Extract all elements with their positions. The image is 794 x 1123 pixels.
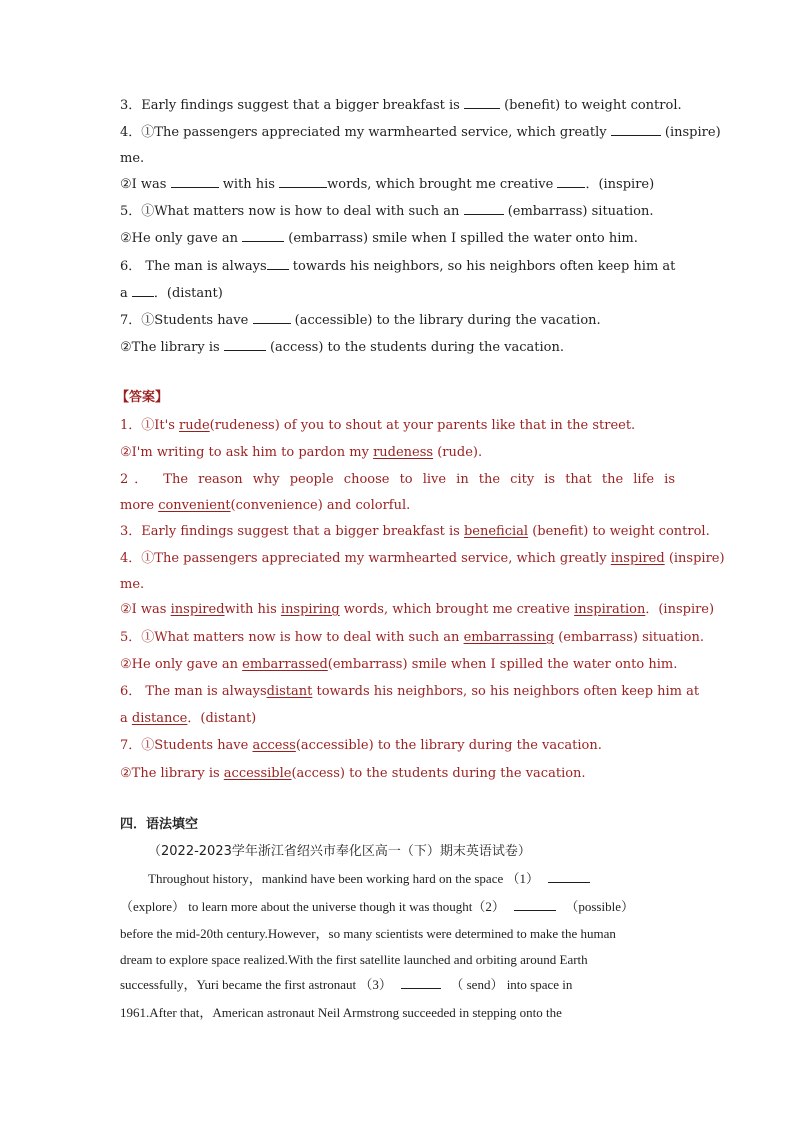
a6-cont-text: a — [120, 711, 128, 726]
a7b-text-end: (access) to the students during the vacation. — [291, 766, 586, 781]
passage-text: Throughout history，mankind have been working hard on the space （1） — [148, 871, 539, 886]
a5b-text: ②He only gave an — [120, 657, 239, 672]
answer-blank[interactable] — [401, 976, 441, 989]
a4b-text-3: words, which brought me creative — [343, 602, 570, 617]
passage-line-4: dream to explore space realized.With the first satellite launched and orbiting around Earth — [120, 952, 588, 967]
answer-4b — [120, 601, 715, 619]
question-4b — [120, 175, 675, 194]
q5b-text-end: (embarrass) smile when I spilled the water onto him. — [288, 231, 638, 246]
a1b-text-end: (rude). — [437, 445, 483, 460]
q5b-text: ②He only gave an — [120, 231, 239, 246]
answer-word: inspiration — [574, 602, 646, 617]
answer-blank[interactable] — [171, 175, 219, 188]
a5b-text-end: (embarrass) smile when I spilled the water onto him. — [327, 657, 678, 672]
a1b-text: ②I'm writing to ask him to pardon my — [120, 445, 369, 460]
q7b-text: ②The library is — [120, 340, 220, 355]
q4b-text-2: with his — [222, 177, 275, 192]
answer-word: rudeness — [373, 445, 434, 460]
answer-blank[interactable] — [224, 338, 266, 351]
answer-word: access — [252, 738, 296, 753]
a4a-text: 4．①The passengers appreciated my warmhearted service, which greatly — [120, 551, 607, 566]
answer-blank[interactable] — [464, 202, 504, 215]
answer-word: distance — [131, 711, 188, 726]
answer-blank[interactable] — [548, 870, 590, 883]
question-4a-cont — [120, 150, 675, 168]
a7b-text: ②The library is — [120, 766, 220, 781]
answer-7a — [120, 737, 675, 755]
q4b-text-4: ．(inspire) — [585, 177, 655, 192]
q4a-text-end: (inspire) — [664, 125, 721, 140]
answer-4a — [120, 550, 725, 568]
answer-3 — [120, 523, 710, 541]
passage-line-6: 1961.After that，American astronaut Neil Armstrong succeeded in stepping onto the — [120, 1005, 562, 1020]
question-6 — [120, 257, 675, 276]
passage-line-5 — [120, 976, 675, 994]
answer-5b — [120, 656, 678, 674]
question-3 — [120, 96, 682, 115]
exam-source: （2022-2023学年浙江省绍兴市奉化区高一（下）期末英语试卷） — [148, 844, 531, 859]
a5a-text-end: (embarrass) situation. — [558, 630, 704, 645]
question-5b — [120, 229, 675, 248]
passage-text-end: （possible） — [565, 899, 634, 914]
section-title: 四．语法填空 — [120, 817, 199, 832]
a6-text: 6． The man is always — [120, 684, 267, 699]
answer-word: inspired — [610, 551, 665, 566]
answer-6 — [120, 683, 700, 701]
a5a-text: 5．①What matters now is how to deal with such an — [120, 630, 460, 645]
answer-7b — [120, 765, 675, 783]
answer-blank[interactable] — [242, 229, 284, 242]
a7a-text: 7．①Students have — [120, 738, 249, 753]
a3-text: 3．Early findings suggest that a bigger breakfast is — [120, 524, 460, 539]
answer-blank[interactable] — [464, 96, 500, 109]
answer-word: distant — [266, 684, 313, 699]
q7b-text-end: (access) to the students during the vacation. — [269, 340, 565, 355]
passage-line-3: before the mid-20th century.However，so many scientists were determined to make the human — [120, 926, 616, 941]
q4b-text-1: ②I was — [120, 177, 167, 192]
a4b-text-4: ．(inspire) — [645, 602, 715, 617]
answer-heading: 【答案】 — [116, 390, 169, 405]
a2-cont-text-end: (convenience) and colorful. — [230, 498, 411, 513]
a7a-text-end: (accessible) to the library during the vacation. — [295, 738, 602, 753]
q3-text-end: (benefit) to weight control. — [504, 98, 682, 113]
answer-blank[interactable] — [132, 284, 154, 297]
answer-5a — [120, 629, 704, 647]
a6-cont-text-end: ．(distant) — [187, 711, 257, 726]
a1a-text: 1．①It's — [120, 418, 175, 433]
answer-word: embarrassing — [463, 630, 555, 645]
answer-4a-cont: me. — [120, 577, 145, 592]
answer-blank[interactable] — [267, 257, 289, 270]
answer-word: embarrassed — [242, 657, 328, 672]
answer-word: inspired — [170, 602, 225, 617]
q4b-text-3: words, which brought me creative — [327, 177, 554, 192]
passage-text: successfully，Yuri became the first astronaut （3） — [120, 977, 392, 992]
answer-word: beneficial — [463, 524, 529, 539]
a1a-text-end: (rudeness) of you to shout at your parents like that in the street. — [209, 418, 636, 433]
answer-blank[interactable] — [557, 175, 585, 188]
answer-blank[interactable] — [253, 311, 291, 324]
q7a-text-end: (accessible) to the library during the vacation. — [294, 313, 601, 328]
answer-6-cont — [120, 710, 675, 728]
answer-blank[interactable] — [611, 123, 661, 136]
answer-blank[interactable] — [514, 898, 556, 911]
q6-cont-text: a — [120, 286, 128, 301]
q5a-text: 5．①What matters now is how to deal with such an — [120, 204, 460, 219]
q7a-text: 7．①Students have — [120, 313, 249, 328]
answer-2: 2． The reason why people choose to live in the city is that the life is — [120, 472, 675, 487]
answer-1a — [120, 417, 675, 435]
answer-word: rude — [179, 418, 210, 433]
a4b-text-1: ②I was — [120, 602, 167, 617]
passage-line-2 — [120, 898, 675, 916]
q3-text: 3．Early findings suggest that a bigger breakfast is — [120, 98, 460, 113]
a3-text-end: (benefit) to weight control. — [532, 524, 710, 539]
passage-text: （explore） to learn more about the universe though it was thought（2） — [120, 899, 505, 914]
answer-1b — [120, 444, 675, 462]
q4a-text: 4．①The passengers appreciated my warmhearted service, which greatly — [120, 125, 607, 140]
a6-text-end: towards his neighbors, so his neighbors often keep him at — [316, 684, 700, 699]
q6-text-end: towards his neighbors, so his neighbors often keep him at — [292, 259, 676, 274]
question-4a — [120, 123, 721, 142]
answer-word: accessible — [223, 766, 292, 781]
passage-line-1 — [148, 870, 703, 888]
passage-text-end: （ send） into space in — [450, 977, 573, 992]
a2-cont-text: more — [120, 498, 155, 513]
q6-cont-text-end: ．(distant) — [153, 286, 223, 301]
q4a-cont-text: me. — [120, 151, 145, 166]
a4a-text-end: (inspire) — [668, 551, 725, 566]
answer-blank[interactable] — [279, 175, 327, 188]
answer-word: convenient — [158, 498, 231, 513]
answer-2-cont — [120, 497, 675, 515]
answer-word: inspiring — [280, 602, 340, 617]
a4b-text-2: with his — [224, 602, 277, 617]
question-5a — [120, 202, 675, 221]
question-7b — [120, 338, 675, 357]
q6-text: 6． The man is always — [120, 259, 267, 274]
question-7a — [120, 311, 675, 330]
q5a-text-end: (embarrass) situation. — [507, 204, 654, 219]
question-6-cont — [120, 284, 675, 303]
